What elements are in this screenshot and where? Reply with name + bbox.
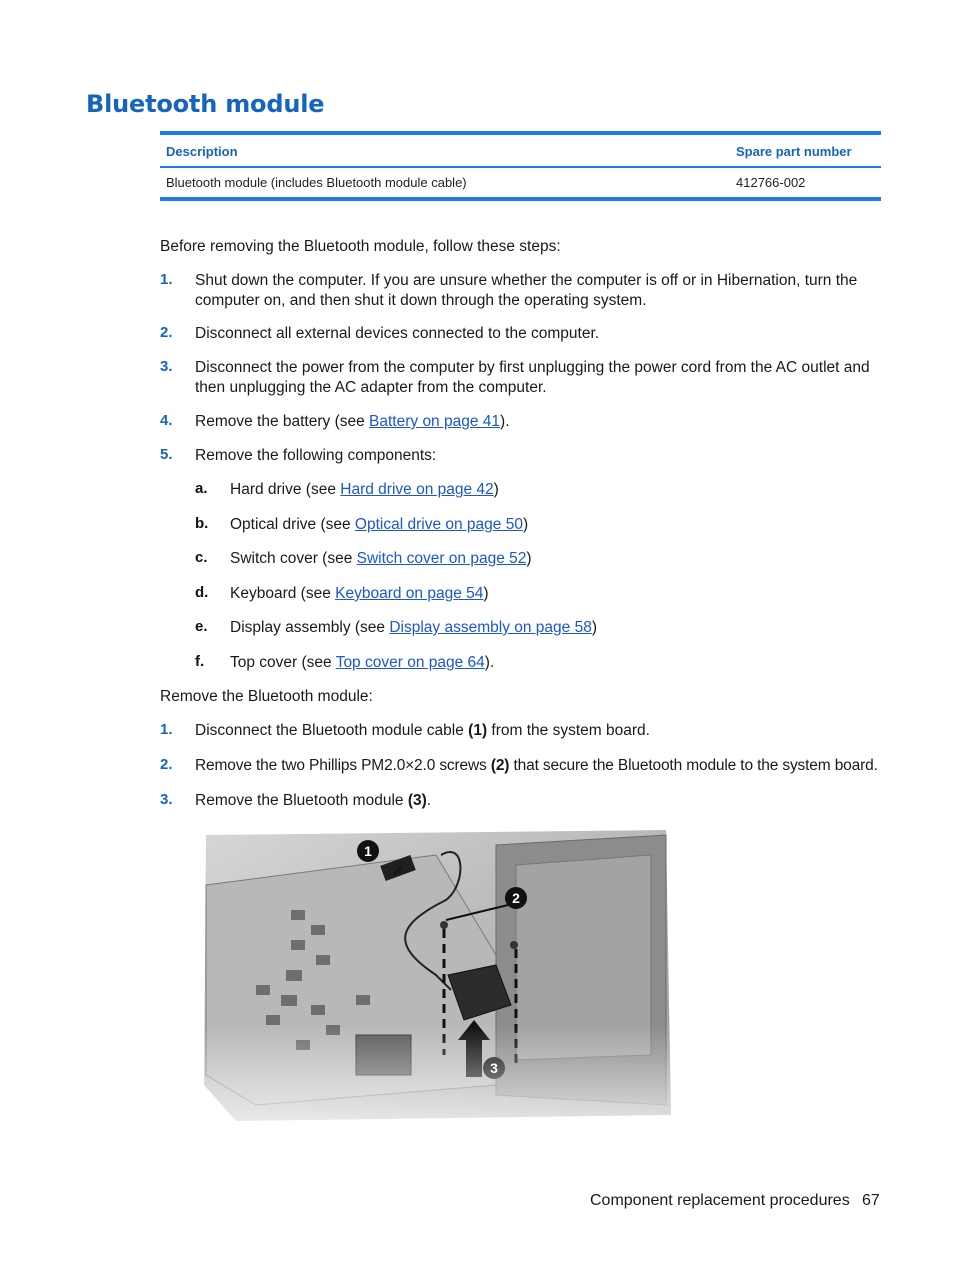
item-text-pre: Keyboard (see [230,585,336,602]
screw-icon [510,941,518,949]
bluetooth-removal-illustration [196,825,676,1121]
item-text-post: ) [493,481,499,498]
callout-1 [357,840,379,862]
callout-ref: (2) [490,757,510,774]
screw-icon [440,921,448,929]
callout-2 [505,887,527,909]
step-text [195,721,883,741]
item-letter: b. [195,515,209,532]
item-text-pre: Top cover (see [230,654,336,671]
item-letter: e. [195,618,208,635]
item-text [230,480,499,500]
step-text: Shut down the computer. If you are unsure whether the computer is off or in Hibernation, turn the computer on, and then shut it down through the operating system. [195,272,858,309]
item-text-post: ) [526,550,532,567]
item-text-post: ). [484,654,495,671]
item-text-pre: Switch cover (see [230,550,357,567]
step-number: 4. [160,412,173,429]
item-text [230,515,528,535]
link-switch-cover[interactable]: Switch cover on page 52 [356,550,527,567]
step-text: Disconnect all external devices connected to the computer. [195,325,600,342]
step-text-post: ). [500,413,510,430]
item-text-pre: Optical drive (see [230,516,355,533]
step-text-post: that secure the Bluetooth module to the system board. [509,757,878,774]
table-bottom-rule [160,197,881,201]
step-text [195,756,883,776]
cell-spare-part-number: 412766-002 [736,175,806,190]
header-spare-part-number: Spare part number [736,144,852,159]
step-text-pre: Remove the two Phillips PM2.0×2.0 screws [195,757,491,774]
step-number: 2. [160,756,173,773]
table-header-row [160,135,881,168]
item-text [230,618,597,638]
step-number: 3. [160,358,173,375]
item-letter: d. [195,584,209,601]
step-number: 1. [160,721,173,738]
header-description: Description [166,144,238,159]
link-hard-drive[interactable]: Hard drive on page 42 [340,481,494,498]
item-text-pre: Hard drive (see [230,481,341,498]
link-top-cover[interactable]: Top cover on page 64 [335,654,485,671]
item-text-post: ) [483,585,489,602]
step-number: 2. [160,324,173,341]
step-text-pre: Disconnect the Bluetooth module cable [195,722,469,739]
step-number: 5. [160,446,173,463]
cell-description: Bluetooth module (includes Bluetooth module cable) [166,175,467,190]
step-text-post: . [426,792,432,809]
item-text-pre: Display assembly (see [230,619,390,636]
item-text-post: ) [522,516,529,533]
remove-intro-text: Remove the Bluetooth module: [160,688,373,705]
page-number: 67 [862,1192,880,1209]
callout-ref: (1) [468,722,488,739]
step-number: 1. [160,271,173,288]
link-optical-drive[interactable]: Optical drive on page 50 [354,516,523,533]
link-keyboard[interactable]: Keyboard on page 54 [335,585,484,602]
figure-fade [196,1025,676,1121]
footer-section-title: Component replacement procedures [590,1192,850,1209]
link-battery[interactable]: Battery on page 41 [369,413,501,430]
item-text-post: ) [591,619,598,636]
page-title: Bluetooth module [86,90,325,118]
intro-text: Before removing the Bluetooth module, follow these steps: [160,238,561,255]
item-text [230,584,489,604]
item-letter: f. [195,653,205,670]
step-text [195,412,883,432]
callout-ref: (3) [407,792,427,809]
step-text-pre: Remove the Bluetooth module [195,792,408,809]
step-number: 3. [160,791,173,808]
step-text [195,791,883,811]
step-text: Remove the following components: [195,447,437,464]
link-display-assembly[interactable]: Display assembly on page 58 [389,619,592,636]
item-text [230,549,532,569]
step-text-pre: Remove the battery (see [195,413,370,430]
callout-label: 2 [512,890,520,906]
illustration-svg [196,825,676,1121]
item-text [230,653,494,673]
step-text: Disconnect the power from the computer by first unplugging the power cord from the AC outlet and then unplugging the AC adapter from the computer. [195,359,870,396]
item-letter: a. [195,480,208,497]
table-row [160,168,881,197]
item-letter: c. [195,549,208,566]
step-text-post: from the system board. [487,722,650,739]
spare-parts-table [160,131,881,201]
callout-label: 1 [364,843,372,859]
